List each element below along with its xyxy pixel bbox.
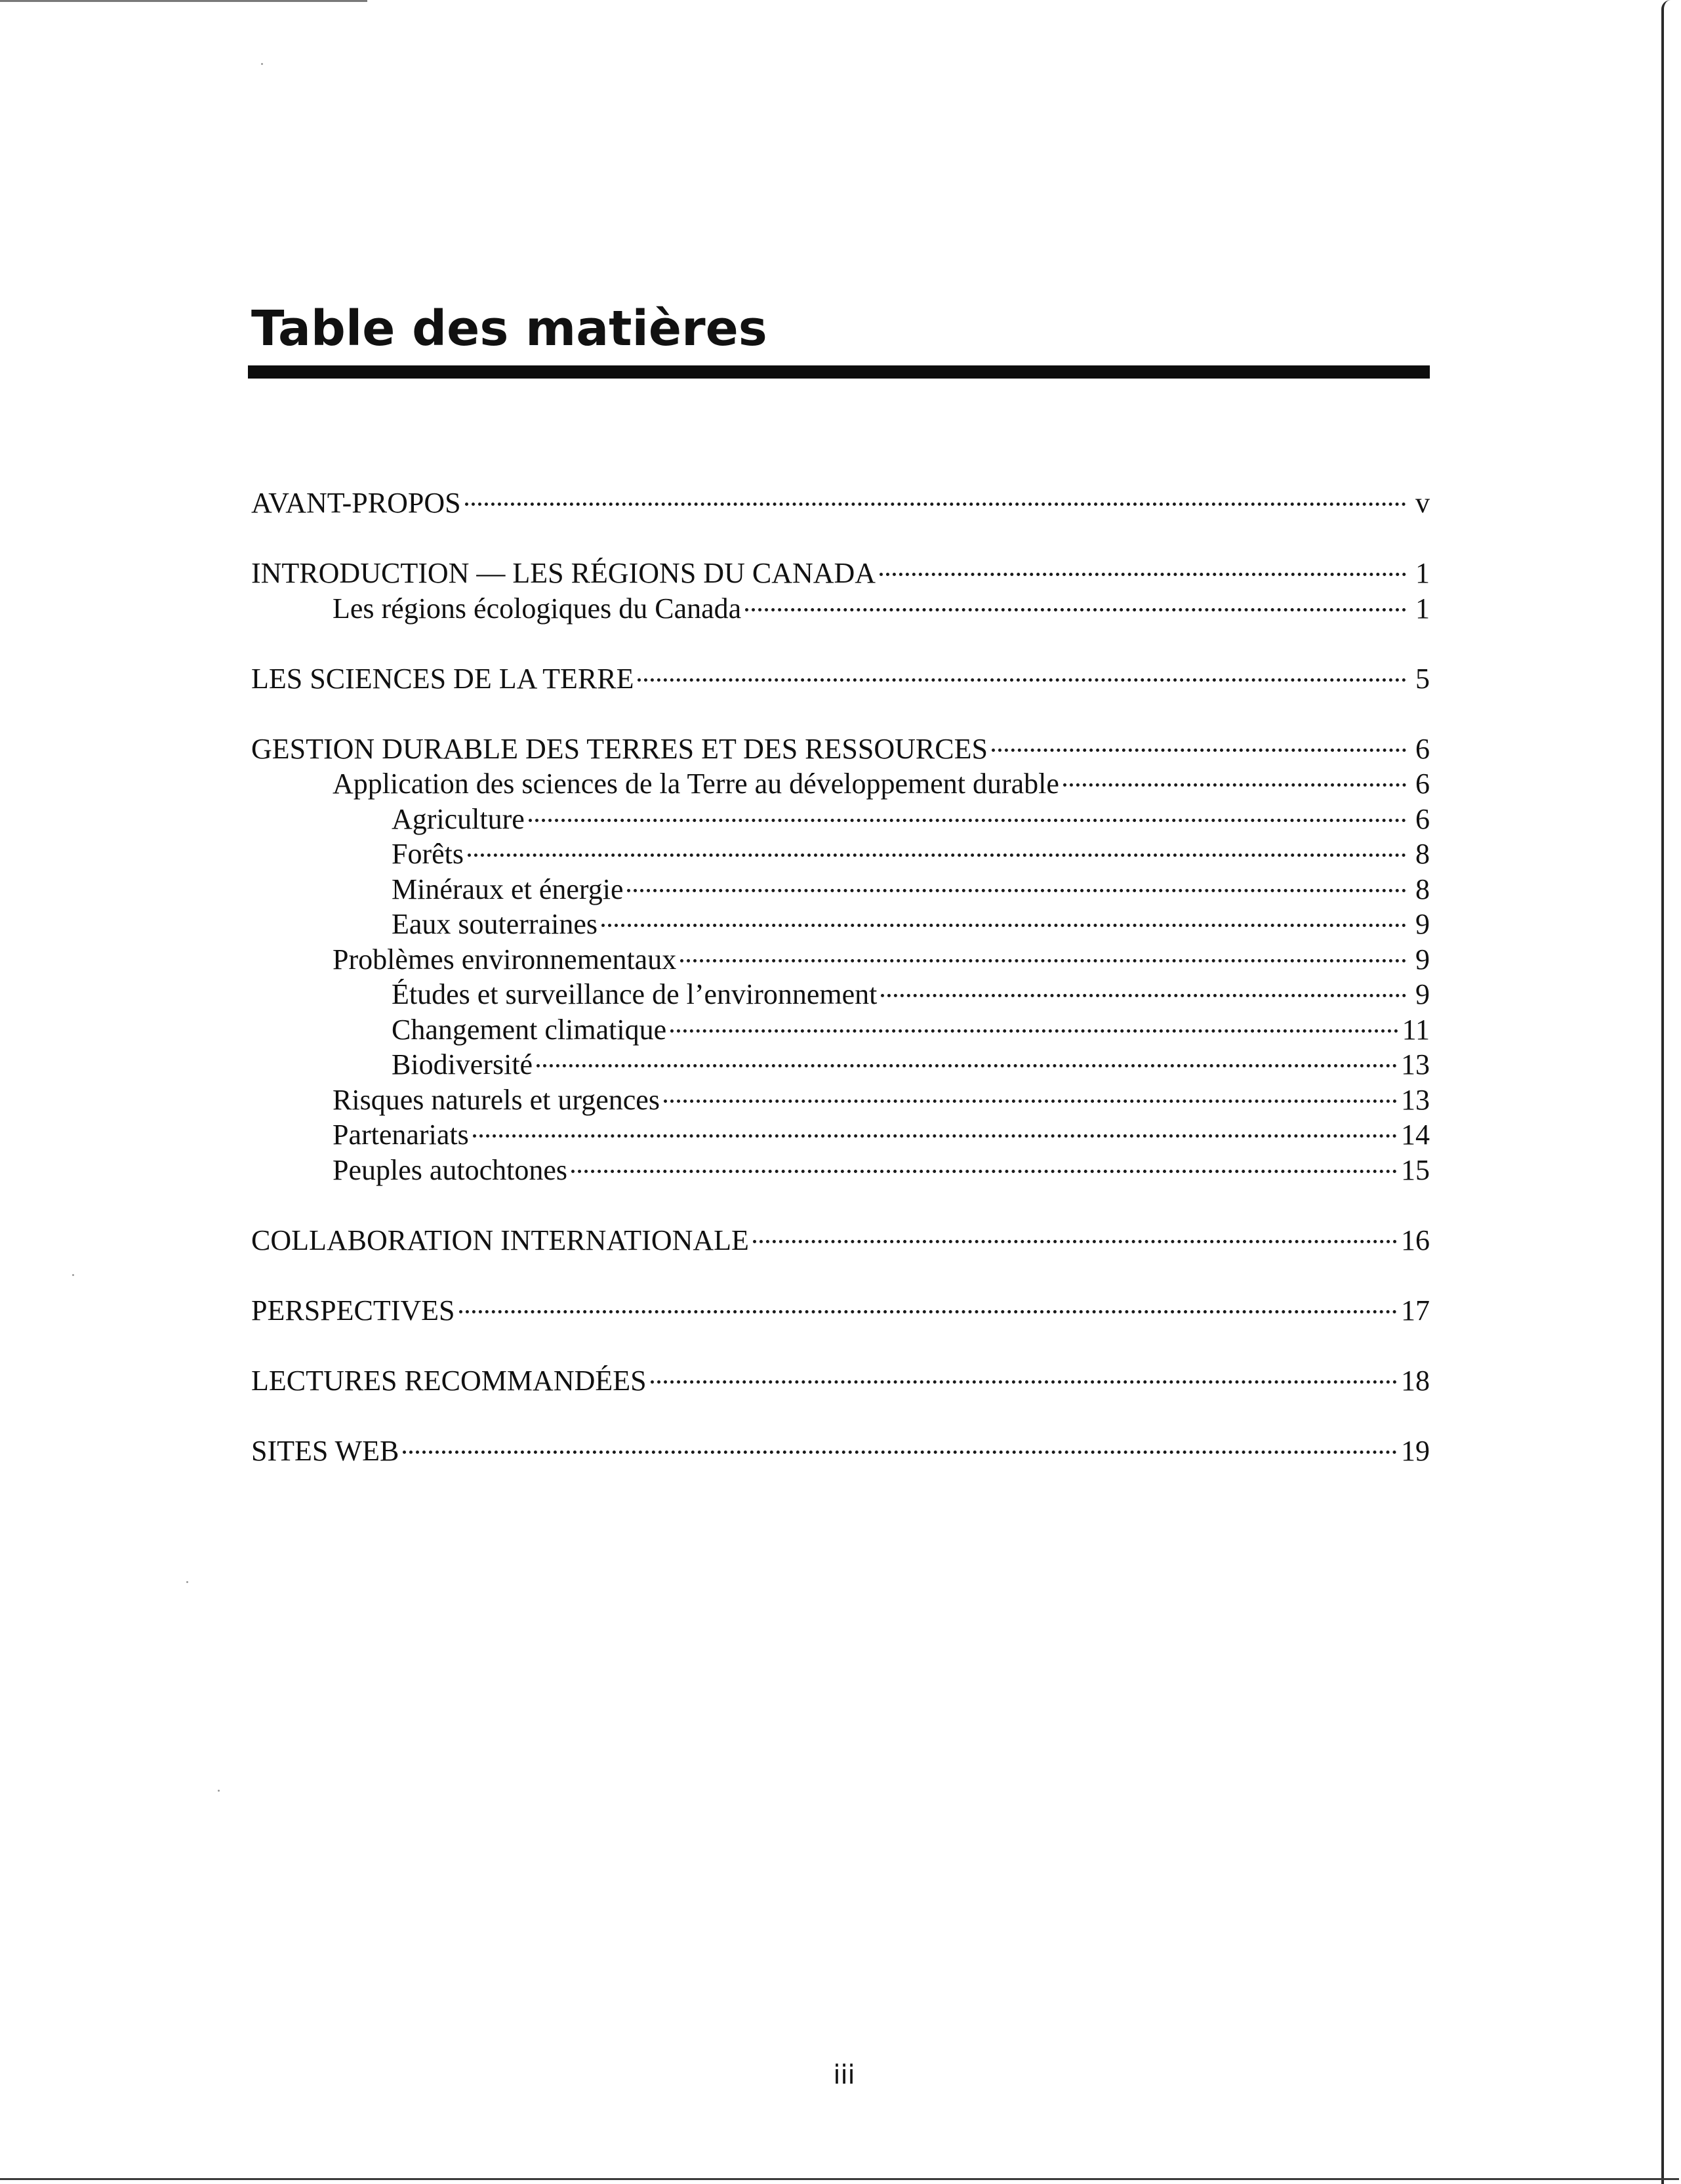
- page-number: iii: [833, 2060, 855, 2090]
- scan-speck: [261, 63, 263, 65]
- dot-leader: [529, 819, 1406, 822]
- dot-leader: [459, 1310, 1397, 1313]
- page-title: Table des matières: [251, 300, 767, 357]
- toc-entry-label: Biodiversité: [392, 1048, 533, 1081]
- toc-entry-page: 5: [1415, 662, 1430, 695]
- toc-entry-sciences-de-la-terre[interactable]: [251, 661, 1430, 697]
- toc-entry-biodiversite[interactable]: [251, 1047, 1430, 1082]
- dot-leader: [468, 854, 1406, 857]
- toc-entry-label: SITES WEB: [251, 1434, 399, 1467]
- dot-leader: [1063, 783, 1406, 787]
- toc-entry-eaux-souterraines[interactable]: [251, 907, 1430, 942]
- toc-entry-label: AVANT-PROPOS: [251, 487, 461, 519]
- toc-entry-page: 1: [1415, 592, 1430, 625]
- toc-entry-regions-ecologiques[interactable]: [251, 591, 1430, 627]
- toc-entry-page: 18: [1401, 1364, 1430, 1397]
- toc-entry-page: 6: [1415, 732, 1430, 765]
- toc-entry-etudes-surveillance[interactable]: [251, 977, 1430, 1012]
- dot-leader: [664, 1100, 1397, 1103]
- toc-entry-avant-propos[interactable]: [251, 485, 1430, 521]
- dot-leader: [537, 1064, 1397, 1067]
- toc-entry-page: 6: [1415, 802, 1430, 835]
- toc-entry-introduction[interactable]: [251, 556, 1430, 591]
- toc-entry-page: 15: [1401, 1153, 1430, 1186]
- dot-leader: [881, 994, 1406, 997]
- scan-speck: [218, 1790, 220, 1792]
- toc-entry-page: 9: [1415, 908, 1430, 940]
- toc-entry-label: Eaux souterraines: [392, 908, 597, 940]
- toc-entry-label: Changement climatique: [392, 1013, 667, 1046]
- toc-entry-page: 17: [1401, 1294, 1430, 1327]
- toc-entry-page: 13: [1401, 1048, 1430, 1081]
- toc-entry-label: COLLABORATION INTERNATIONALE: [251, 1224, 749, 1256]
- title-rule: [248, 365, 1430, 379]
- toc-entry-label: Minéraux et énergie: [392, 873, 624, 905]
- toc-entry-page: 11: [1402, 1013, 1430, 1046]
- toc-entry-label: Forêts: [392, 838, 464, 870]
- dot-leader: [651, 1380, 1397, 1384]
- toc-entry-mineraux-energie[interactable]: [251, 872, 1430, 907]
- dot-leader: [601, 924, 1406, 927]
- dot-leader: [753, 1240, 1397, 1243]
- toc-entry-page: 1: [1415, 557, 1430, 589]
- toc-entry-page: v: [1415, 487, 1430, 519]
- table-of-contents: [251, 485, 1430, 1468]
- toc-entry-label: INTRODUCTION — LES RÉGIONS DU CANADA: [251, 557, 876, 589]
- toc-entry-page: 16: [1401, 1224, 1430, 1256]
- dot-leader: [465, 503, 1406, 506]
- scan-edge-top: [0, 0, 367, 2]
- toc-entry-label: Partenariats: [333, 1119, 469, 1151]
- toc-entry-partenariats[interactable]: [251, 1117, 1430, 1153]
- dot-leader: [627, 889, 1406, 892]
- scan-edge-bottom: [0, 2178, 1679, 2180]
- toc-entry-label: Peuples autochtones: [333, 1153, 568, 1186]
- dot-leader: [680, 959, 1406, 962]
- toc-entry-page: 9: [1415, 943, 1430, 976]
- toc-entry-application-sciences[interactable]: [251, 766, 1430, 802]
- dot-leader: [992, 749, 1406, 752]
- toc-entry-perspectives[interactable]: [251, 1293, 1430, 1329]
- toc-entry-label: LECTURES RECOMMANDÉES: [251, 1364, 647, 1397]
- toc-entry-page: 8: [1415, 838, 1430, 870]
- toc-entry-changement-climatique[interactable]: [251, 1012, 1430, 1048]
- toc-entry-agriculture[interactable]: [251, 802, 1430, 837]
- toc-entry-label: Agriculture: [392, 802, 525, 835]
- scan-speck: [72, 1274, 74, 1276]
- dot-leader: [473, 1134, 1397, 1138]
- toc-entry-label: Études et surveillance de l’environnement: [392, 978, 878, 1010]
- toc-entry-page: 14: [1401, 1119, 1430, 1151]
- toc-entry-collaboration-internationale[interactable]: [251, 1223, 1430, 1258]
- dot-leader: [670, 1029, 1398, 1033]
- toc-entry-label: Risques naturels et urgences: [333, 1083, 660, 1116]
- toc-entry-peuples-autochtones[interactable]: [251, 1153, 1430, 1188]
- dot-leader: [880, 573, 1406, 576]
- toc-entry-risques-naturels[interactable]: [251, 1082, 1430, 1118]
- toc-entry-page: 6: [1415, 768, 1430, 800]
- toc-entry-page: 13: [1401, 1083, 1430, 1116]
- scan-speck: [186, 1581, 188, 1583]
- dot-leader: [745, 608, 1406, 611]
- toc-entry-page: 19: [1401, 1434, 1430, 1467]
- toc-entry-label: Les régions écologiques du Canada: [333, 592, 742, 625]
- toc-entry-problemes-environnementaux[interactable]: [251, 942, 1430, 978]
- toc-entry-sites-web[interactable]: [251, 1433, 1430, 1469]
- toc-entry-page: 8: [1415, 873, 1430, 905]
- toc-entry-label: LES SCIENCES DE LA TERRE: [251, 662, 634, 695]
- toc-entry-label: GESTION DURABLE DES TERRES ET DES RESSOURCES: [251, 732, 988, 765]
- dot-leader: [638, 678, 1406, 682]
- dot-leader: [571, 1170, 1397, 1173]
- toc-entry-label: Application des sciences de la Terre au développement durable: [333, 768, 1059, 800]
- toc-entry-forets[interactable]: [251, 836, 1430, 872]
- toc-entry-lectures-recommandees[interactable]: [251, 1363, 1430, 1399]
- dot-leader: [403, 1451, 1397, 1454]
- toc-entry-label: PERSPECTIVES: [251, 1294, 455, 1327]
- toc-entry-page: 9: [1415, 978, 1430, 1010]
- scan-edge-right: [1661, 0, 1676, 2184]
- toc-entry-label: Problèmes environnementaux: [333, 943, 677, 976]
- toc-entry-gestion-durable[interactable]: [251, 731, 1430, 767]
